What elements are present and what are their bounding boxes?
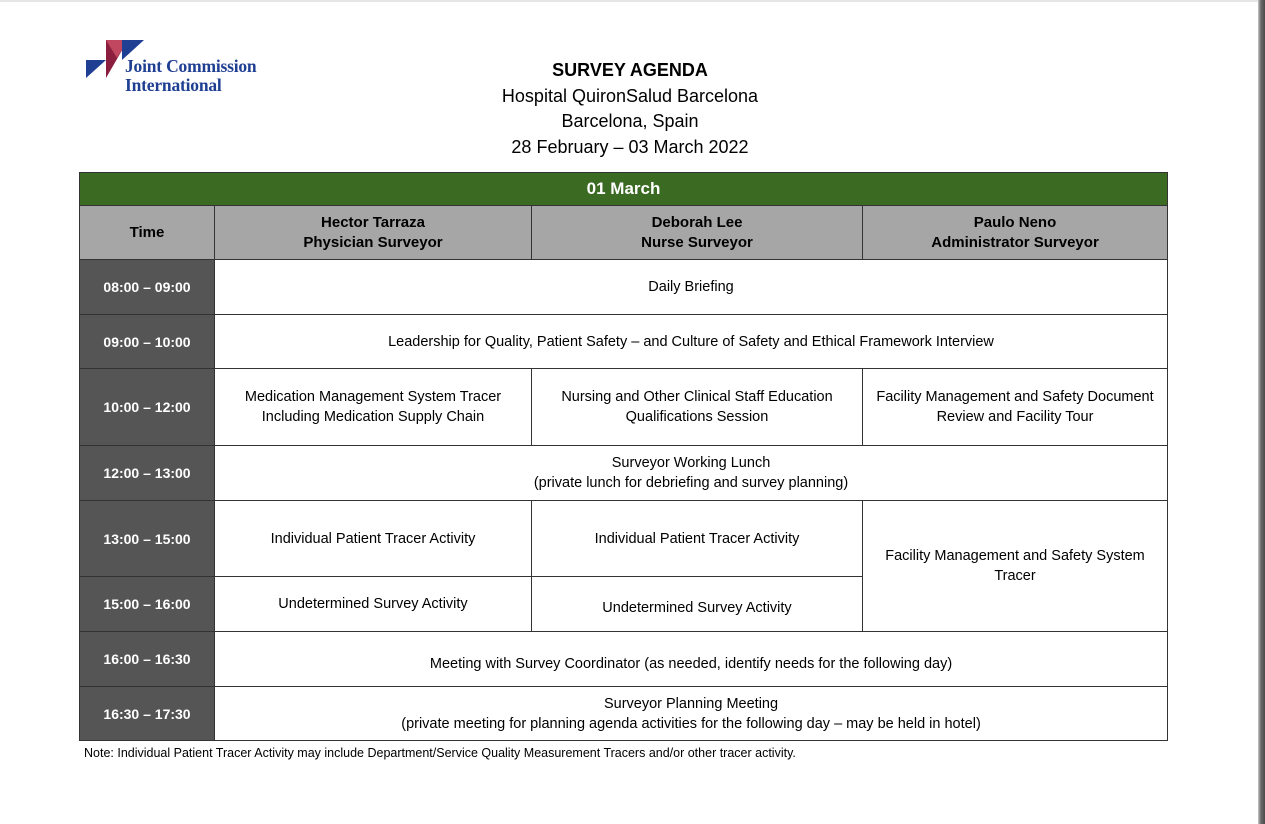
column-header-time: Time xyxy=(80,206,215,260)
activity-cell: Undetermined Survey Activity xyxy=(532,577,863,632)
activity-line: Facility Management and Safety Document xyxy=(876,389,1154,405)
document-header xyxy=(440,58,820,160)
surveyor-2-role: Nurse Surveyor xyxy=(641,233,753,251)
activity-cell xyxy=(215,687,1168,741)
activity-cell xyxy=(863,369,1168,446)
hospital-name: Hospital QuironSalud Barcelona xyxy=(501,85,759,106)
activity-line: Including Medication Supply Chain xyxy=(261,409,485,425)
column-header-surveyor-1 xyxy=(215,206,532,260)
activity-cell xyxy=(215,446,1168,501)
time-cell: 16:00 – 16:30 xyxy=(80,632,215,687)
jci-logo xyxy=(86,38,286,98)
table-row xyxy=(80,501,1168,577)
time-cell: 12:00 – 13:00 xyxy=(80,446,215,501)
surveyor-2-name: Deborah Lee xyxy=(651,213,743,231)
time-cell: 13:00 – 15:00 xyxy=(80,501,215,577)
day-title: 01 March xyxy=(80,173,1168,206)
surveyor-3-role: Administrator Surveyor xyxy=(931,233,1099,251)
footnote: Note: Individual Patient Tracer Activity may include Department/Service Quality Measurement Tracers and/or other tracer activity. xyxy=(84,746,796,760)
survey-dates: 28 February – 03 March 2022 xyxy=(511,136,749,157)
activity-line: Surveyor Planning Meeting xyxy=(603,695,779,712)
logo-line-2: International xyxy=(125,75,222,95)
surveyor-1-role: Physician Surveyor xyxy=(303,233,443,251)
time-cell: 16:30 – 17:30 xyxy=(80,687,215,741)
time-cell: 09:00 – 10:00 xyxy=(80,315,215,369)
column-header-surveyor-2 xyxy=(532,206,863,260)
day-header-row xyxy=(80,173,1168,206)
activity-cell: Leadership for Quality, Patient Safety – and Culture of Safety and Ethical Framework Interview xyxy=(215,315,1168,369)
activity-cell xyxy=(532,369,863,446)
jci-logo-text xyxy=(125,57,256,95)
activity-cell xyxy=(863,501,1168,632)
hospital-location: Barcelona, Spain xyxy=(561,111,699,131)
activity-cell: Individual Patient Tracer Activity xyxy=(532,501,863,577)
activity-line: Tracer xyxy=(994,568,1036,584)
table-row xyxy=(80,632,1168,687)
table-row xyxy=(80,315,1168,369)
column-header-row xyxy=(80,206,1168,260)
activity-line: Facility Management and Safety System xyxy=(885,548,1145,564)
time-cell: 15:00 – 16:00 xyxy=(80,577,215,632)
activity-line: Surveyor Working Lunch xyxy=(611,455,771,471)
logo-line-1: Joint Commission xyxy=(125,56,257,76)
activity-line: Medication Management System Tracer xyxy=(244,389,502,405)
time-cell: 08:00 – 09:00 xyxy=(80,260,215,315)
agenda-table xyxy=(79,172,1168,741)
activity-line: Nursing and Other Clinical Staff Education xyxy=(561,389,833,405)
page-edge-top xyxy=(0,0,1258,2)
table-row xyxy=(80,369,1168,446)
activity-cell: Individual Patient Tracer Activity xyxy=(215,501,532,577)
activity-cell xyxy=(215,369,532,446)
document-title: SURVEY AGENDA xyxy=(552,60,708,80)
activity-line: (private meeting for planning agenda activities for the following day – may be held in hotel) xyxy=(401,715,981,732)
activity-line: (private lunch for debriefing and survey planning) xyxy=(533,475,849,491)
column-header-surveyor-3 xyxy=(863,206,1168,260)
activity-cell: Undetermined Survey Activity xyxy=(215,577,532,632)
activity-line: Qualifications Session xyxy=(625,409,769,425)
viewer-scrollbar[interactable] xyxy=(1258,0,1265,824)
table-row xyxy=(80,446,1168,501)
activity-line: Review and Facility Tour xyxy=(936,409,1094,425)
surveyor-1-name: Hector Tarraza xyxy=(321,213,425,231)
surveyor-3-name: Paulo Neno xyxy=(973,213,1057,231)
table-row xyxy=(80,687,1168,741)
activity-cell: Daily Briefing xyxy=(215,260,1168,315)
table-row xyxy=(80,260,1168,315)
time-cell: 10:00 – 12:00 xyxy=(80,369,215,446)
activity-cell: Meeting with Survey Coordinator (as needed, identify needs for the following day) xyxy=(215,632,1168,687)
